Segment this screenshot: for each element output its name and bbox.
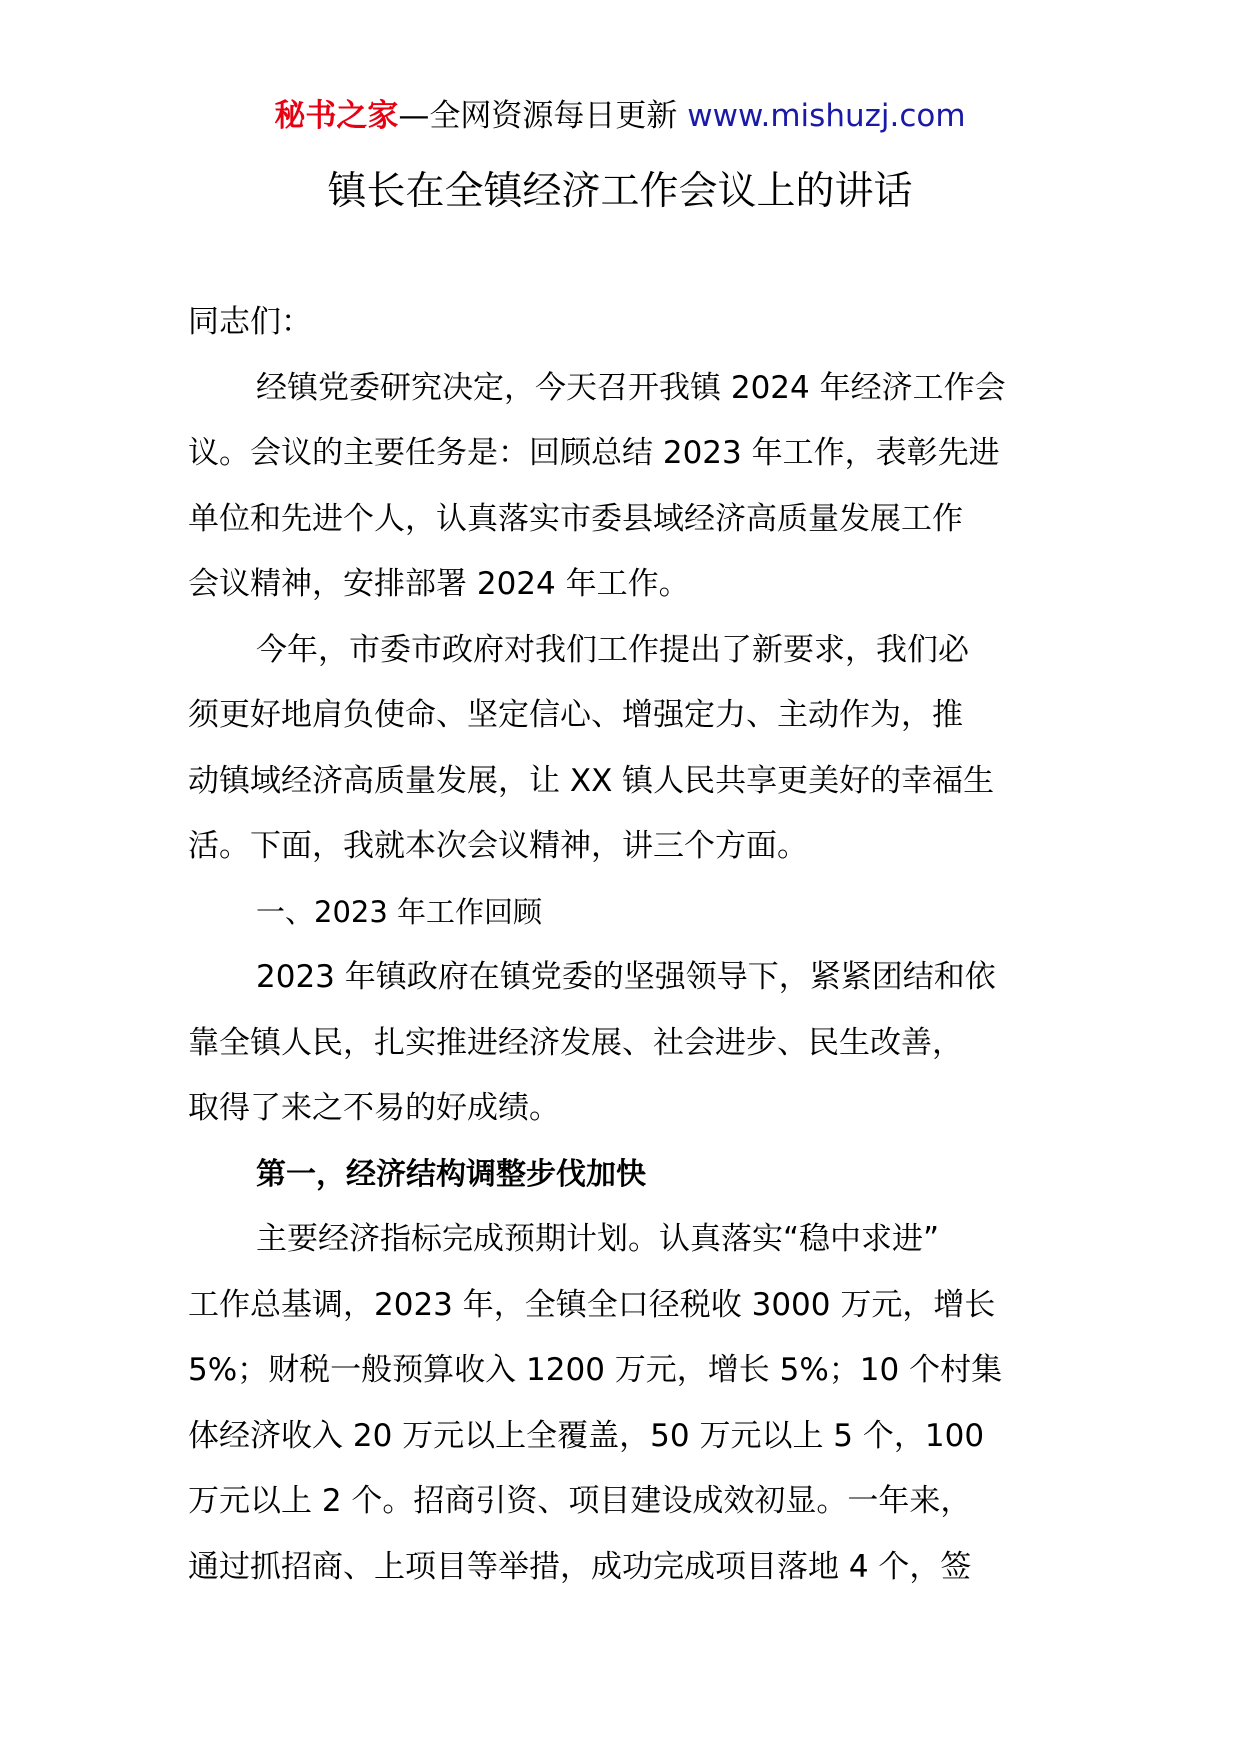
document-body xyxy=(188,290,1056,1600)
paragraph-line: 万元以上 2 个。招商引资、项目建设成效初显。一年来， xyxy=(188,1483,972,1519)
paragraph-line: 5%；财税一般预算收入 1200 万元，增长 5%；10 个村集 xyxy=(188,1352,1003,1388)
paragraph-line: 主要经济指标完成预期计划。认真落实“稳中求进” xyxy=(256,1221,940,1257)
document-title: 镇长在全镇经济工作会议上的讲话 xyxy=(327,169,913,214)
paragraph-line: 体经济收入 20 万元以上全覆盖，50 万元以上 5 个，100 xyxy=(188,1417,985,1454)
paragraph-line: 经镇党委研究决定，今天召开我镇 2024 年经济工作会 xyxy=(256,369,1006,406)
site-tagline: —全网资源每日更新 xyxy=(398,98,678,134)
site-banner xyxy=(0,96,1240,136)
paragraph-line: 通过抓招商、上项目等举措，成功完成项目落地 4 个，签 xyxy=(188,1548,972,1585)
section-heading: 一、2023 年工作回顾 xyxy=(256,894,543,929)
paragraph-line: 工作总基调，2023 年，全镇全口径税收 3000 万元，增长 xyxy=(188,1286,996,1323)
site-brand-name: 秘书之家 xyxy=(274,98,399,134)
salutation: 同志们： xyxy=(188,304,312,340)
paragraph-line: 须更好地肩负使命、坚定信心、增强定力、主动作为，推 xyxy=(188,697,963,733)
paragraph-line: 取得了来之不易的好成绩。 xyxy=(188,1090,560,1126)
paragraph-line: 靠全镇人民，扎实推进经济发展、社会进步、民生改善， xyxy=(188,1024,963,1061)
subsection-heading: 第一，经济结构调整步伐加快 xyxy=(256,1156,646,1192)
paragraph-line: 单位和先进个人，认真落实市委县域经济高质量发展工作 xyxy=(188,500,963,537)
paragraph-line: 活。下面，我就本次会议精神，讲三个方面。 xyxy=(188,828,808,864)
paragraph-line: 2023 年镇政府在镇党委的坚强领导下，紧紧团结和依 xyxy=(256,959,996,995)
paragraph-line: 今年，市委市政府对我们工作提出了新要求，我们必 xyxy=(256,631,969,668)
paragraph-line: 议。会议的主要任务是：回顾总结 2023 年工作，表彰先进 xyxy=(188,435,1000,471)
paragraph-line: 会议精神，安排部署 2024 年工作。 xyxy=(188,566,690,602)
paragraph-line: 动镇域经济高质量发展，让 XX 镇人民共享更美好的幸福生 xyxy=(188,762,995,799)
site-url-link[interactable]: www.mishuzj.com xyxy=(687,98,966,134)
